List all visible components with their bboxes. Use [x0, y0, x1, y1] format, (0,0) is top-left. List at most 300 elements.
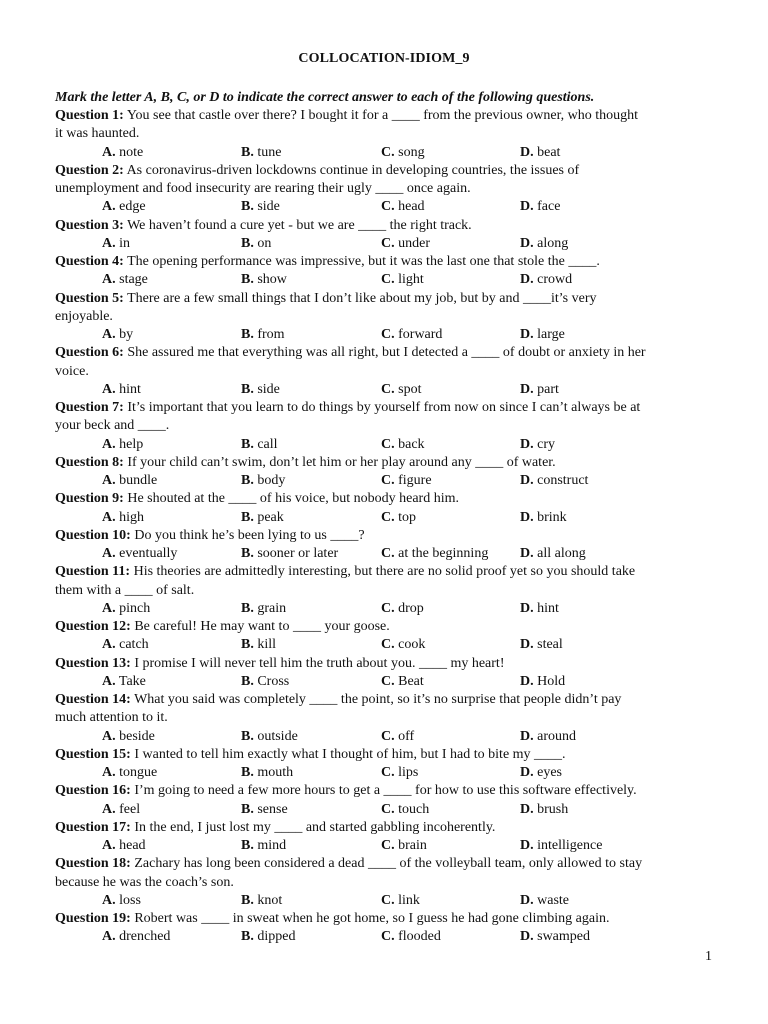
option-text: head	[115, 838, 146, 853]
answer-option	[381, 892, 420, 910]
option-text: note	[115, 144, 144, 160]
option-text: kill	[253, 637, 277, 653]
option-letter: C.	[381, 801, 395, 817]
option-letter: D.	[520, 473, 534, 488]
option-letter: D.	[520, 600, 534, 616]
option-letter: C.	[381, 546, 395, 561]
question-text: What you said was completely ____ the point, so it’s no surprise that people didn’t pay	[130, 692, 622, 707]
answer-option	[381, 198, 425, 216]
question-stem	[55, 454, 715, 472]
option-letter: B.	[241, 144, 254, 160]
option-text: waste	[533, 892, 570, 908]
question-stem	[55, 490, 715, 508]
answer-option	[381, 472, 432, 490]
question-text: We haven’t found a cure yet - but we are ____ the right track.	[123, 217, 472, 233]
option-text: part	[533, 381, 559, 397]
question-stem-continuation	[55, 874, 715, 892]
option-text: lips	[394, 765, 419, 780]
option-text: light	[394, 272, 424, 288]
answer-option	[241, 472, 285, 490]
question-stem	[55, 527, 715, 545]
option-letter: A.	[102, 144, 116, 160]
option-text: body	[253, 473, 286, 488]
option-letter: D.	[520, 144, 534, 160]
question-text: As coronavirus-driven lockdowns continue in developing countries, the issues of	[123, 162, 580, 178]
answer-option	[241, 837, 286, 855]
option-letter: C.	[381, 765, 395, 780]
answer-option	[241, 271, 287, 289]
answer-option	[102, 801, 140, 819]
question-number: Question 14:	[55, 692, 131, 707]
option-text: intelligence	[533, 838, 603, 853]
option-text: dipped	[253, 929, 296, 945]
answer-options	[0, 271, 768, 289]
question-stem	[55, 344, 715, 362]
question-stem-continuation	[55, 582, 715, 600]
option-text: brain	[394, 838, 427, 853]
option-letter: A.	[102, 272, 116, 288]
answer-options	[0, 892, 768, 910]
page-title: COLLOCATION-IDIOM_9	[298, 51, 470, 66]
option-letter: A.	[102, 838, 116, 853]
answer-option	[381, 545, 488, 563]
answer-option	[381, 673, 424, 691]
option-text: large	[533, 327, 565, 342]
question-stem	[55, 746, 715, 764]
answer-option	[381, 728, 414, 746]
answer-options	[0, 381, 768, 399]
answer-option	[102, 673, 146, 691]
option-text: side	[253, 381, 280, 397]
option-letter: C.	[381, 509, 395, 525]
answer-option	[241, 545, 338, 563]
option-text: in	[115, 235, 131, 251]
option-text: catch	[115, 637, 149, 653]
option-text: construct	[533, 473, 589, 488]
question-number: Question 1:	[55, 108, 124, 123]
option-text: off	[394, 728, 415, 744]
question-text: There are a few small things that I don’t like about my job, but by and ____it’s very	[123, 290, 597, 306]
answer-option	[520, 801, 568, 819]
option-text: stage	[115, 272, 148, 288]
option-text: cook	[394, 637, 426, 653]
answer-option	[241, 728, 298, 746]
option-letter: B.	[241, 546, 254, 561]
option-letter: D.	[520, 235, 534, 251]
option-letter: B.	[241, 765, 254, 780]
option-letter: A.	[102, 673, 116, 689]
option-text: from	[253, 327, 285, 342]
option-letter: C.	[381, 892, 395, 908]
answer-option	[520, 235, 568, 253]
option-text: Beat	[394, 673, 424, 689]
option-letter: C.	[381, 838, 395, 853]
answer-option	[520, 545, 586, 563]
option-letter: A.	[102, 473, 116, 488]
option-text: figure	[394, 473, 432, 488]
answer-option	[102, 636, 149, 654]
option-text: head	[394, 199, 425, 215]
option-text: call	[253, 436, 278, 452]
answer-option	[520, 198, 560, 216]
question-number: Question 15:	[55, 746, 131, 762]
answer-options	[0, 509, 768, 527]
page-number: 1	[705, 949, 712, 964]
answer-option	[241, 235, 271, 253]
option-letter: D.	[520, 546, 534, 561]
answer-option	[102, 600, 150, 618]
answer-option	[381, 801, 429, 819]
answer-option	[102, 728, 155, 746]
question-text: them with a ____ of salt.	[55, 582, 195, 598]
answer-options	[0, 673, 768, 691]
question-stem	[55, 107, 715, 125]
option-letter: C.	[381, 199, 395, 215]
option-text: drop	[394, 600, 424, 616]
answer-option	[102, 326, 133, 344]
option-letter: B.	[241, 473, 254, 488]
option-letter: B.	[241, 929, 254, 945]
option-text: eyes	[533, 765, 563, 780]
answer-option	[520, 892, 569, 910]
question-text: I promise I will never tell him the truth about you. ____ my heart!	[130, 655, 505, 671]
option-letter: C.	[381, 929, 395, 945]
option-text: edge	[115, 199, 146, 215]
option-text: brink	[533, 509, 567, 525]
question-text: You see that castle over there? I bought it for a ____ from the previous owner, who thought	[123, 108, 639, 123]
option-letter: A.	[102, 892, 116, 908]
question-number: Question 8:	[55, 454, 124, 470]
question-text: it was haunted.	[55, 126, 140, 142]
option-letter: B.	[241, 801, 254, 817]
option-letter: A.	[102, 436, 116, 452]
option-letter: C.	[381, 381, 395, 397]
question-text: Robert was ____ in sweat when he got home, so I guess he had gone climbing again.	[130, 911, 610, 926]
answer-option	[520, 326, 565, 344]
question-stem	[55, 782, 715, 800]
question-number: Question 10:	[55, 527, 131, 543]
option-text: around	[533, 728, 577, 744]
answer-option	[241, 326, 285, 344]
question-text: It’s important that you learn to do things by yourself from now on since I can’t always be at	[123, 400, 641, 415]
option-letter: A.	[102, 327, 116, 342]
answer-options	[0, 636, 768, 654]
option-letter: B.	[241, 728, 254, 744]
question-text: I’m going to need a few more hours to get a ____ for how to use this software effectively.	[130, 783, 637, 799]
answer-option	[102, 837, 146, 855]
answer-options	[0, 144, 768, 162]
option-text: hint	[115, 381, 141, 397]
option-letter: A.	[102, 929, 116, 945]
option-text: under	[394, 235, 431, 251]
question-text: His theories are admittedly interesting, but there are no solid proof yet so you should take	[130, 564, 636, 580]
question-number: Question 6:	[55, 345, 124, 361]
answer-option	[102, 144, 143, 162]
question-number: Question 3:	[55, 217, 124, 233]
option-text: song	[394, 144, 425, 160]
answer-option	[381, 144, 425, 162]
option-text: pinch	[115, 600, 151, 616]
question-number: Question 11:	[55, 564, 131, 580]
question-number: Question 2:	[55, 162, 124, 178]
option-text: by	[115, 327, 134, 342]
question-stem	[55, 618, 715, 636]
option-text: spot	[394, 381, 422, 397]
question-stem	[55, 910, 715, 928]
answer-option	[241, 764, 293, 782]
option-letter: B.	[241, 327, 254, 342]
answer-option	[520, 509, 567, 527]
option-letter: B.	[241, 673, 254, 689]
option-text: touch	[394, 801, 430, 817]
question-text: In the end, I just lost my ____ and started gabbling incoherently.	[130, 819, 496, 835]
option-letter: C.	[381, 600, 395, 616]
option-letter: D.	[520, 327, 534, 342]
option-letter: C.	[381, 144, 395, 160]
answer-option	[241, 600, 286, 618]
option-letter: C.	[381, 673, 395, 689]
option-letter: A.	[102, 381, 116, 397]
question-text: I wanted to tell him exactly what I thought of him, but I had to bite my ____.	[130, 746, 566, 762]
answer-option	[102, 928, 170, 946]
answer-option	[381, 436, 425, 454]
question-number: Question 18:	[55, 856, 131, 872]
option-text: drenched	[115, 929, 171, 945]
option-letter: A.	[102, 801, 116, 817]
answer-option	[102, 509, 144, 527]
option-text: side	[253, 199, 280, 215]
option-text: forward	[394, 327, 443, 342]
option-letter: B.	[241, 637, 254, 653]
answer-options	[0, 198, 768, 216]
question-stem-continuation	[55, 125, 715, 143]
answer-option	[381, 271, 424, 289]
option-letter: C.	[381, 728, 395, 744]
question-number: Question 16:	[55, 783, 131, 799]
answer-option	[520, 636, 563, 654]
option-text: along	[533, 235, 569, 251]
question-text: If your child can’t swim, don’t let him or her play around any ____ of water.	[123, 454, 556, 470]
option-text: sense	[253, 801, 288, 817]
answer-options	[0, 235, 768, 253]
answer-option	[102, 271, 148, 289]
answer-option	[381, 764, 418, 782]
question-text: voice.	[55, 363, 89, 379]
option-text: high	[115, 509, 145, 525]
answer-options	[0, 837, 768, 855]
option-text: bundle	[115, 473, 158, 488]
option-text: flooded	[394, 929, 441, 945]
option-letter: C.	[381, 436, 395, 452]
option-letter: A.	[102, 600, 116, 616]
option-text: hint	[533, 600, 559, 616]
option-letter: B.	[241, 436, 254, 452]
question-text: Zachary has long been considered a dead ____ of the volleyball team, only allowed to stay	[130, 856, 643, 872]
question-stem	[55, 819, 715, 837]
question-text: He shouted at the ____ of his voice, but nobody heard him.	[123, 491, 460, 507]
option-letter: D.	[520, 381, 534, 397]
question-number: Question 12:	[55, 619, 131, 634]
question-number: Question 9:	[55, 491, 124, 507]
option-letter: B.	[241, 509, 254, 525]
answer-options	[0, 600, 768, 618]
answer-option	[381, 326, 442, 344]
answer-option	[102, 198, 146, 216]
answer-option	[241, 928, 295, 946]
question-text: because he was the coach’s son.	[55, 874, 234, 890]
option-letter: D.	[520, 436, 534, 452]
answer-options	[0, 545, 768, 563]
option-text: tongue	[115, 765, 158, 780]
answer-options	[0, 801, 768, 819]
question-number: Question 4:	[55, 254, 124, 269]
option-text: peak	[253, 509, 284, 525]
question-number: Question 7:	[55, 400, 124, 415]
option-text: face	[533, 199, 561, 215]
question-text: Be careful! He may want to ____ your goose.	[130, 619, 390, 634]
option-letter: B.	[241, 600, 254, 616]
question-stem	[55, 563, 715, 581]
question-text: much attention to it.	[55, 710, 168, 726]
option-text: Hold	[533, 673, 566, 689]
answer-option	[381, 235, 430, 253]
option-letter: B.	[241, 199, 254, 215]
question-stem	[55, 162, 715, 180]
question-stem-continuation	[55, 363, 715, 381]
option-text: beside	[115, 728, 155, 744]
option-letter: A.	[102, 235, 116, 251]
question-number: Question 13:	[55, 655, 131, 671]
option-letter: C.	[381, 272, 395, 288]
answer-option	[102, 436, 143, 454]
option-text: Cross	[253, 673, 290, 689]
question-stem	[55, 217, 715, 235]
answer-option	[102, 892, 141, 910]
answer-option	[520, 436, 555, 454]
option-letter: A.	[102, 199, 116, 215]
option-text: brush	[533, 801, 569, 817]
question-stem-continuation	[55, 180, 715, 198]
option-letter: B.	[241, 235, 254, 251]
question-number: Question 5:	[55, 290, 124, 306]
answer-option	[520, 271, 572, 289]
option-letter: B.	[241, 892, 254, 908]
answer-option	[241, 144, 281, 162]
answer-option	[241, 198, 280, 216]
answer-option	[102, 472, 157, 490]
instruction-text: Mark the letter A, B, C, or D to indicate the correct answer to each of the following questions.	[55, 90, 595, 105]
answer-option	[241, 801, 288, 819]
option-letter: D.	[520, 929, 534, 945]
question-text: She assured me that everything was all right, but I detected a ____ of doubt or anxiety in her	[123, 345, 646, 361]
answer-option	[520, 928, 590, 946]
option-letter: D.	[520, 272, 534, 288]
option-letter: B.	[241, 272, 254, 288]
option-letter: D.	[520, 509, 534, 525]
option-letter: A.	[102, 546, 116, 561]
option-text: outside	[253, 728, 298, 744]
question-stem	[55, 399, 715, 417]
question-stem	[55, 253, 715, 271]
answer-options	[0, 472, 768, 490]
answer-option	[102, 235, 130, 253]
option-text: mind	[253, 838, 287, 853]
answer-options	[0, 728, 768, 746]
question-text: Do you think he’s been lying to us ____?	[130, 527, 365, 543]
answer-option	[381, 837, 427, 855]
answer-option	[381, 509, 416, 527]
option-text: loss	[115, 892, 141, 908]
answer-option	[520, 764, 562, 782]
option-text: grain	[253, 600, 287, 616]
question-stem	[55, 290, 715, 308]
answer-option	[520, 381, 559, 399]
option-text: eventually	[115, 546, 178, 561]
question-text: your beck and ____.	[55, 418, 170, 434]
option-text: feel	[115, 801, 141, 817]
answer-option	[102, 381, 141, 399]
option-text: knot	[253, 892, 283, 908]
answer-option	[102, 764, 157, 782]
answer-option	[520, 472, 588, 490]
question-stem	[55, 691, 715, 709]
answer-option	[381, 381, 421, 399]
answer-option	[520, 728, 576, 746]
answer-option	[102, 545, 177, 563]
option-letter: C.	[381, 327, 395, 342]
answer-option	[241, 892, 282, 910]
option-text: tune	[253, 144, 282, 160]
option-text: swamped	[533, 929, 591, 945]
question-number: Question 19:	[55, 911, 131, 926]
option-text: cry	[533, 436, 556, 452]
option-text: steal	[533, 637, 563, 653]
answer-options	[0, 764, 768, 782]
option-text: show	[253, 272, 287, 288]
option-text: beat	[533, 144, 561, 160]
answer-option	[381, 600, 424, 618]
answer-option	[381, 928, 441, 946]
option-letter: D.	[520, 637, 534, 653]
option-text: all along	[533, 546, 586, 561]
option-letter: A.	[102, 728, 116, 744]
option-letter: A.	[102, 765, 116, 780]
option-text: Take	[115, 673, 146, 689]
answer-option	[241, 509, 284, 527]
option-letter: C.	[381, 235, 395, 251]
question-stem-continuation	[55, 308, 715, 326]
option-text: top	[394, 509, 417, 525]
option-letter: D.	[520, 838, 534, 853]
answer-option	[241, 381, 280, 399]
question-stem-continuation	[55, 709, 715, 727]
option-text: crowd	[533, 272, 573, 288]
option-letter: D.	[520, 765, 534, 780]
answer-option	[381, 636, 425, 654]
option-letter: A.	[102, 509, 116, 525]
option-letter: D.	[520, 892, 534, 908]
option-letter: D.	[520, 673, 534, 689]
option-letter: A.	[102, 637, 116, 653]
answer-option	[520, 673, 565, 691]
option-text: link	[394, 892, 420, 908]
answer-options	[0, 436, 768, 454]
option-text: at the beginning	[394, 546, 489, 561]
answer-options	[0, 326, 768, 344]
option-letter: D.	[520, 728, 534, 744]
option-letter: C.	[381, 473, 395, 488]
question-text: unemployment and food insecurity are rearing their ugly ____ once again.	[55, 181, 471, 196]
